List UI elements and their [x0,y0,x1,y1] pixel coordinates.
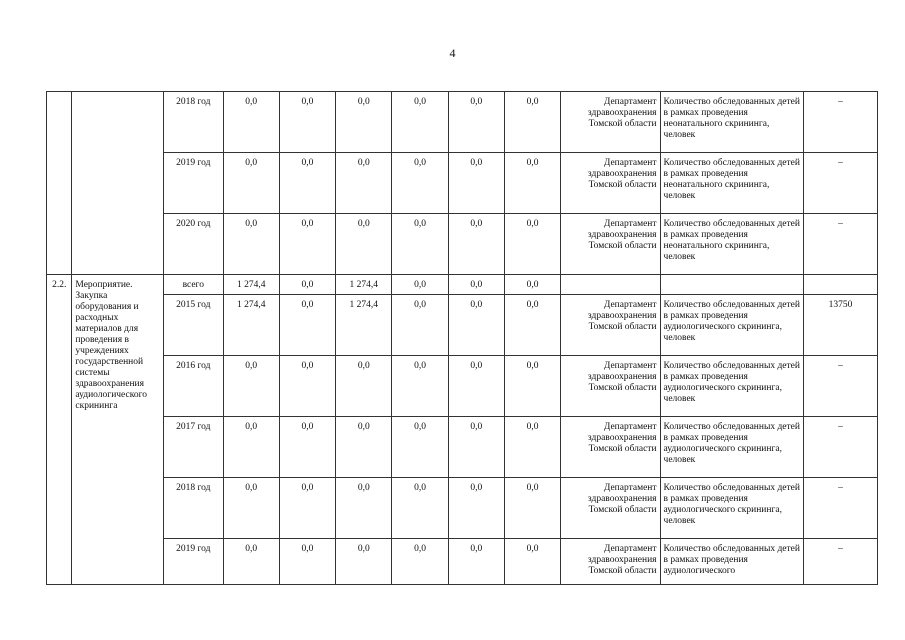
value-cell: 0,0 [336,153,392,214]
result-cell: – [804,478,878,539]
value-cell: 0,0 [392,275,448,295]
result-cell: – [804,214,878,275]
year-cell: 2018 год [163,92,223,153]
value-cell: 0,0 [448,92,504,153]
value-cell: 0,0 [392,214,448,275]
result-cell: – [804,417,878,478]
value-cell: 0,0 [504,356,560,417]
indicator-cell: Количество обследованных детей в рамках проведения аудиологического скрининга, человек [660,417,803,478]
value-cell: 1 274,4 [336,295,392,356]
value-cell: 0,0 [392,153,448,214]
value-cell: 0,0 [448,539,504,585]
result-cell: 13750 [804,295,878,356]
department-cell: Департамент здравоохранения Томской области [561,478,660,539]
value-cell: 0,0 [336,417,392,478]
year-cell: всего [163,275,223,295]
department-cell: Департамент здравоохранения Томской области [561,539,660,585]
value-cell: 0,0 [392,356,448,417]
department-cell: Департамент здравоохранения Томской области [561,417,660,478]
indicator-cell: Количество обследованных детей в рамках проведения аудиологического [660,539,803,585]
value-cell: 0,0 [504,153,560,214]
value-cell: 0,0 [448,478,504,539]
value-cell: 0,0 [336,92,392,153]
value-cell: 0,0 [504,295,560,356]
value-cell: 0,0 [223,417,279,478]
result-cell [804,275,878,295]
value-cell: 0,0 [448,417,504,478]
value-cell: 0,0 [279,478,335,539]
department-cell: Департамент здравоохранения Томской области [561,153,660,214]
table-row [47,356,878,417]
table-row [47,92,878,153]
program-activities-table [46,91,878,585]
activity-name-cell [72,92,164,275]
value-cell: 0,0 [223,478,279,539]
value-cell: 0,0 [504,417,560,478]
indicator-cell: Количество обследованных детей в рамках проведения неонатального скрининга, человек [660,92,803,153]
value-cell: 0,0 [223,153,279,214]
indicator-cell: Количество обследованных детей в рамках проведения аудиологического скрининга, человек [660,356,803,417]
value-cell: 1 274,4 [223,275,279,295]
value-cell: 0,0 [279,92,335,153]
value-cell: 0,0 [279,417,335,478]
value-cell: 0,0 [504,478,560,539]
value-cell: 0,0 [448,153,504,214]
table-row [47,153,878,214]
table-row [47,478,878,539]
value-cell: 0,0 [504,539,560,585]
department-cell [561,275,660,295]
activity-name: Мероприятие. Закупка оборудования и расходных материалов для проведения в учреждениях государственной системы здравоохранения аудиологического скрининга [72,275,164,585]
result-cell: – [804,153,878,214]
year-cell: 2018 год [163,478,223,539]
table-body [47,92,878,585]
year-cell: 2017 год [163,417,223,478]
value-cell: 0,0 [448,295,504,356]
value-cell: 0,0 [279,153,335,214]
page-number: 4 [449,46,456,60]
result-cell: – [804,356,878,417]
department-cell: Департамент здравоохранения Томской области [561,295,660,356]
table-row [47,214,878,275]
value-cell: 0,0 [392,478,448,539]
department-cell: Департамент здравоохранения Томской области [561,92,660,153]
indicator-cell: Количество обследованных детей в рамках проведения неонатального скрининга, человек [660,153,803,214]
value-cell: 0,0 [336,478,392,539]
result-cell: – [804,539,878,585]
value-cell: 0,0 [223,214,279,275]
value-cell: 0,0 [504,92,560,153]
value-cell: 0,0 [392,295,448,356]
value-cell: 0,0 [336,214,392,275]
year-cell: 2020 год [163,214,223,275]
value-cell: 0,0 [223,539,279,585]
value-cell: 0,0 [279,214,335,275]
table-row [47,295,878,356]
value-cell: 0,0 [279,275,335,295]
value-cell: 0,0 [504,275,560,295]
value-cell: 0,0 [279,539,335,585]
department-cell: Департамент здравоохранения Томской области [561,214,660,275]
value-cell: 0,0 [392,92,448,153]
result-cell: – [804,92,878,153]
value-cell: 0,0 [392,539,448,585]
value-cell: 1 274,4 [336,275,392,295]
value-cell: 0,0 [448,214,504,275]
value-cell: 0,0 [223,92,279,153]
value-cell: 0,0 [279,356,335,417]
value-cell: 0,0 [448,275,504,295]
value-cell: 0,0 [448,356,504,417]
value-cell: 0,0 [504,214,560,275]
year-cell: 2019 год [163,153,223,214]
year-cell: 2016 год [163,356,223,417]
value-cell: 0,0 [336,356,392,417]
table-row-total [47,275,878,295]
value-cell: 0,0 [279,295,335,356]
indicator-cell: Количество обследованных детей в рамках проведения неонатального скрининга, человек [660,214,803,275]
table-row [47,417,878,478]
department-cell: Департамент здравоохранения Томской области [561,356,660,417]
indicator-cell: Количество обследованных детей в рамках проведения аудиологического скрининга, человек [660,478,803,539]
indicator-cell [660,275,803,295]
value-cell: 1 274,4 [223,295,279,356]
index-cell [47,92,72,275]
activity-index: 2.2. [47,275,72,585]
value-cell: 0,0 [223,356,279,417]
year-cell: 2019 год [163,539,223,585]
table-row [47,539,878,585]
value-cell: 0,0 [392,417,448,478]
year-cell: 2015 год [163,295,223,356]
value-cell: 0,0 [336,539,392,585]
indicator-cell: Количество обследованных детей в рамках проведения аудиологического скрининга, человек [660,295,803,356]
